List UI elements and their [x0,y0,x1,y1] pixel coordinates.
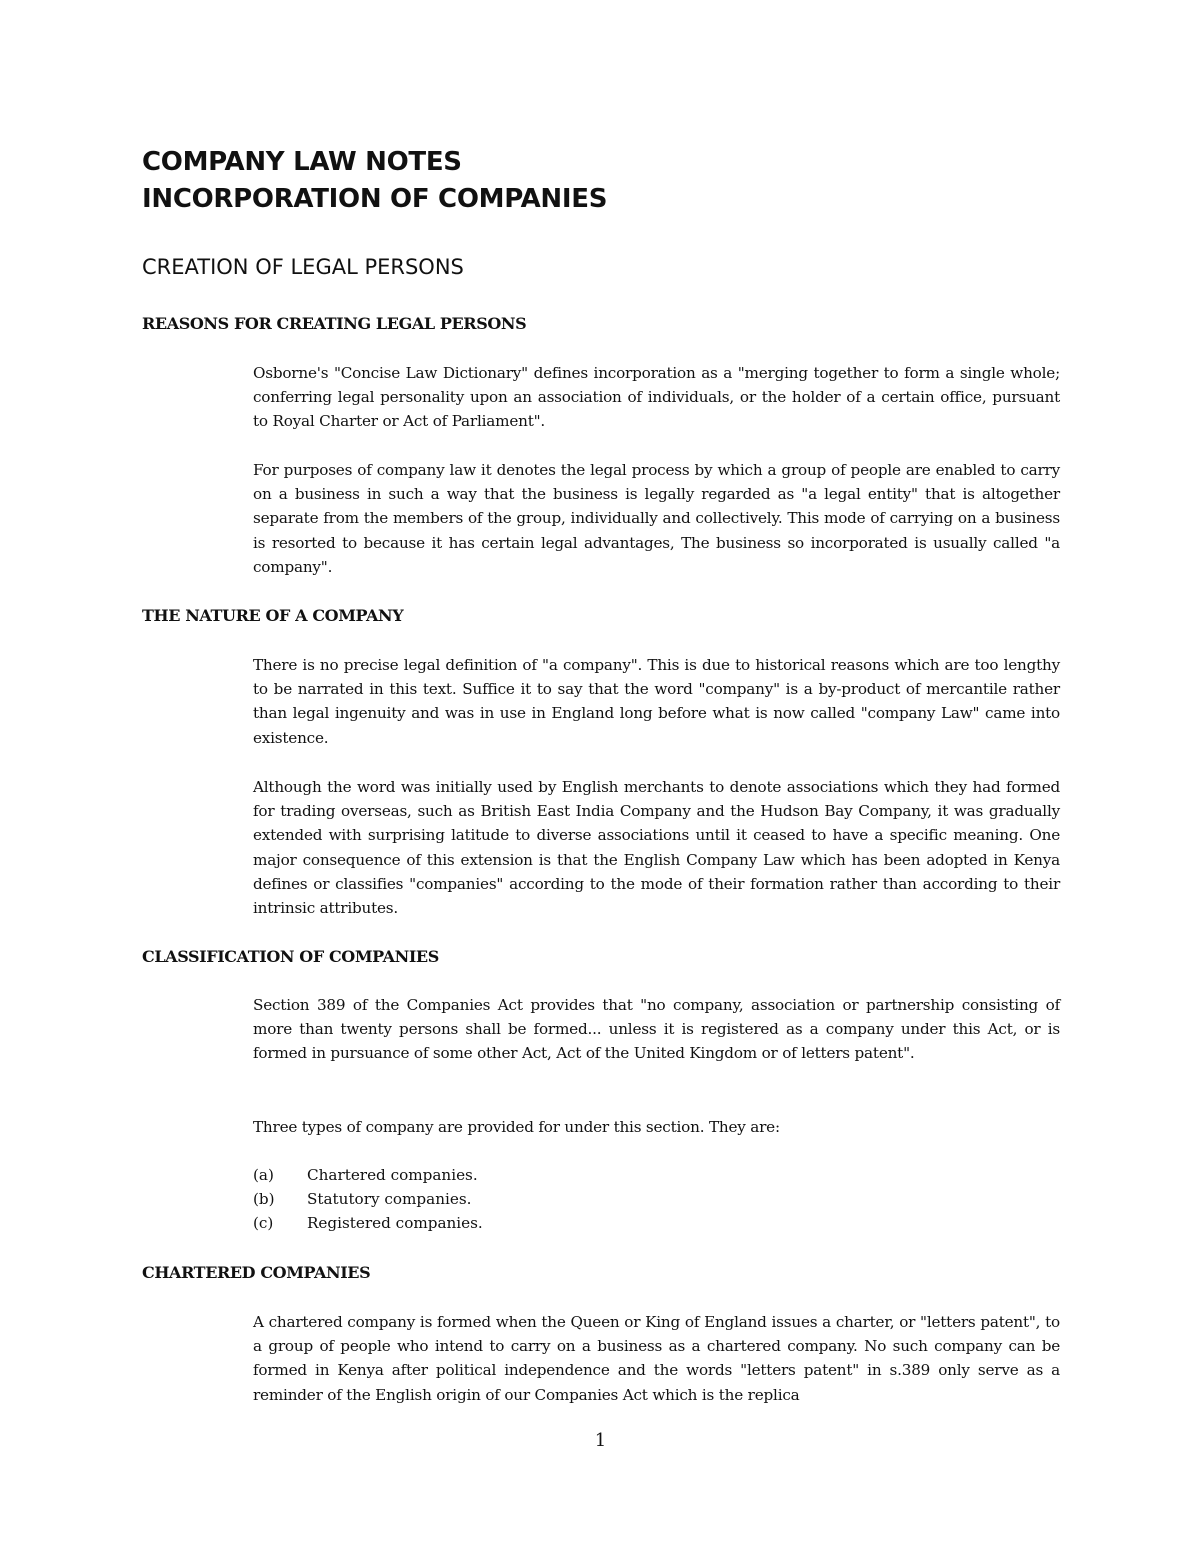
list-marker: (a) [253,1166,274,1184]
heading-chartered: CHARTERED COMPANIES [142,1263,371,1282]
document-title [142,144,607,218]
list-item-text: Registered companies. [307,1214,483,1233]
paragraph: For purposes of company law it denotes the legal process by which a group of people are enabled to carry on a business in such a way that the business is legally regarded as "a legal entity" that is altogether separate from the members of the group, individually and collectively. This mode of carrying on a business is resorted to because it has certain legal advantages, The business so incorporated is usually called "a company". [253,461,1060,576]
paragraph: A chartered company is formed when the Queen or King of England issues a charter, or "letters patent", to a group of people who intend to carry on a business as a chartered company. No such company can be formed in Kenya after political independence and the words "letters patent" in s.389 only serve as a reminder of the English origin of our Companies Act which is the replica [253,1313,1060,1404]
paragraph: Three types of company are provided for under this section. They are: [253,1118,780,1136]
list-item [253,1187,483,1211]
paragraph: There is no precise legal definition of "a company". This is due to historical reasons which are too lengthy to be narrated in this text. Suffice it to say that the word "company" is a by-product of mercantile rather than legal ingenuity and was in use in England long before what is now called "company Law" came into existence. [253,656,1060,747]
list-marker: (b) [253,1190,275,1209]
list-marker: (c) [253,1214,274,1233]
paragraph: Section 389 of the Companies Act provides that "no company, association or partnership consisting of more than twenty persons shall be formed... unless it is registered as a company under this Act, or is formed in pursuance of some other Act, Act of the United Kingdom or of letters patent". [253,996,1060,1063]
company-types-list [253,1163,483,1236]
title-line-1: COMPANY LAW NOTES [142,147,462,177]
list-item [253,1163,483,1187]
paragraph: Osborne's "Concise Law Dictionary" defines incorporation as a "merging together to form a single whole; conferring legal personality upon an association of individuals, or the holder of a certain office, pursuant to Royal Charter or Act of Parliament". [253,364,1060,431]
page-number-text: 1 [594,1430,607,1451]
section-title: CREATION OF LEGAL PERSONS [142,255,464,279]
heading-reasons: REASONS FOR CREATING LEGAL PERSONS [142,314,527,333]
heading-classification: CLASSIFICATION OF COMPANIES [142,947,439,966]
list-item-text: Chartered companies. [307,1166,478,1184]
title-line-2: INCORPORATION OF COMPANIES [142,184,608,214]
list-item [253,1211,483,1235]
page-number [0,1428,1200,1454]
list-item-text: Statutory companies. [307,1190,472,1209]
heading-nature: THE NATURE OF A COMPANY [142,606,404,625]
paragraph: Although the word was initially used by English merchants to denote associations which they had formed for trading overseas, such as British East India Company and the Hudson Bay Company, it was gradually extended with surprising latitude to diverse associations until it ceased to have a specific meaning. One major consequence of this extension is that the English Company Law which has been adopted in Kenya defines or classifies "companies" according to the mode of their formation rather than according to their intrinsic attributes. [253,778,1060,918]
